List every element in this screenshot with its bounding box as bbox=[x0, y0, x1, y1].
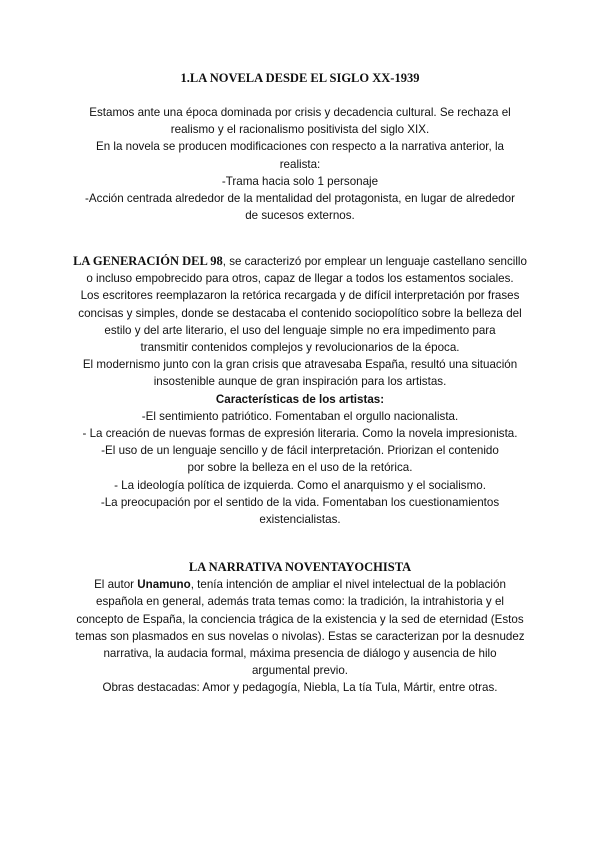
generacion-line: insostenible aunque de gran inspiración para los artistas. bbox=[153, 375, 447, 389]
narrativa-first-line-pre: El autor bbox=[94, 578, 138, 592]
generacion-line: concisas y simples, donde se destacaba el contenido sociopolítico sobre la belleza del bbox=[78, 306, 522, 320]
trait-item: -El uso de un lenguaje sencillo y de fácil interpretación. Priorizan el contenido bbox=[101, 444, 499, 458]
traits-subheading: Características de los artistas: bbox=[215, 392, 385, 406]
intro-line: de sucesos externos. bbox=[245, 209, 355, 223]
narrativa-line: narrativa, la audacia formal, máxima presencia de diálogo y ausencia de hilo bbox=[103, 647, 497, 661]
narrativa-section bbox=[60, 559, 540, 697]
trait-item: existencialistas. bbox=[259, 513, 341, 527]
generacion-line: transmitir contenidos complejos y revolucionarios de la época. bbox=[140, 341, 460, 355]
intro-line: realismo y el racionalismo positivista del siglo XIX. bbox=[170, 123, 430, 137]
intro-line: realista: bbox=[279, 157, 321, 171]
generacion-section bbox=[60, 253, 540, 528]
generacion-first-line bbox=[60, 253, 540, 270]
intro-line: En la novela se producen modificaciones con respecto a la narrativa anterior, la bbox=[96, 140, 504, 154]
narrativa-first-line bbox=[60, 576, 540, 593]
narrativa-first-line-text: , tenía intención de ampliar el nivel intelectual de la población bbox=[190, 578, 506, 592]
intro-line: Estamos ante una época dominada por crisis y decadencia cultural. Se rechaza el bbox=[89, 106, 511, 119]
intro-paragraph bbox=[60, 104, 540, 224]
narrativa-heading: LA NARRATIVA NOVENTAYOCHISTA bbox=[188, 560, 412, 574]
generacion-line: El modernismo junto con la gran crisis que atravesaba España, resultó una situación bbox=[82, 358, 518, 372]
generacion-line: Los escritores reemplazaron la retórica recargada y de difícil interpretación por frases bbox=[80, 289, 520, 303]
generacion-first-line-text: , se caracterizó por emplear un lenguaje castellano sencillo bbox=[222, 255, 527, 268]
narrativa-line: española en general, además trata temas como: la tradición, la intrahistoria y el bbox=[96, 595, 504, 609]
trait-item: - La creación de nuevas formas de expresión literaria. Como la novela impresionista. bbox=[82, 427, 518, 441]
generacion-line: estilo y del arte literario, el uso del lenguaje simple no era impedimento para bbox=[104, 323, 496, 337]
trait-item: -La preocupación por el sentido de la vida. Fomentaban los cuestionamientos bbox=[100, 495, 500, 509]
trait-item: - La ideología política de izquierda. Como el anarquismo y el socialismo. bbox=[114, 478, 486, 492]
trait-item: por sobre la belleza en el uso de la retórica. bbox=[187, 461, 413, 475]
author-name: Unamuno bbox=[137, 578, 191, 592]
trait-item: -El sentimiento patriótico. Fomentaban el orgullo nacionalista. bbox=[141, 409, 459, 423]
narrativa-line: temas son plasmados en sus novelas o nivolas). Estas se caracterizan por la desnudez bbox=[75, 629, 525, 643]
generacion-line: o incluso empobrecido para otros, capaz de llegar a todos los estamentos sociales. bbox=[86, 272, 514, 286]
intro-line: -Trama hacia solo 1 personaje bbox=[221, 174, 379, 188]
narrativa-line: argumental previo. bbox=[251, 664, 349, 678]
intro-line: -Acción centrada alrededor de la mentalidad del protagonista, en lugar de alrededor bbox=[85, 192, 515, 206]
generacion-heading: LA GENERACIÓN DEL 98 bbox=[73, 254, 223, 268]
page-title: 1.LA NOVELA DESDE EL SIGLO XX-1939 bbox=[180, 71, 420, 85]
narrativa-line: concepto de España, la conciencia trágica de la existencia y la sed de eternidad (Estos bbox=[76, 612, 524, 626]
narrativa-line: Obras destacadas: Amor y pedagogía, Niebla, La tía Tula, Mártir, entre otras. bbox=[102, 681, 498, 695]
